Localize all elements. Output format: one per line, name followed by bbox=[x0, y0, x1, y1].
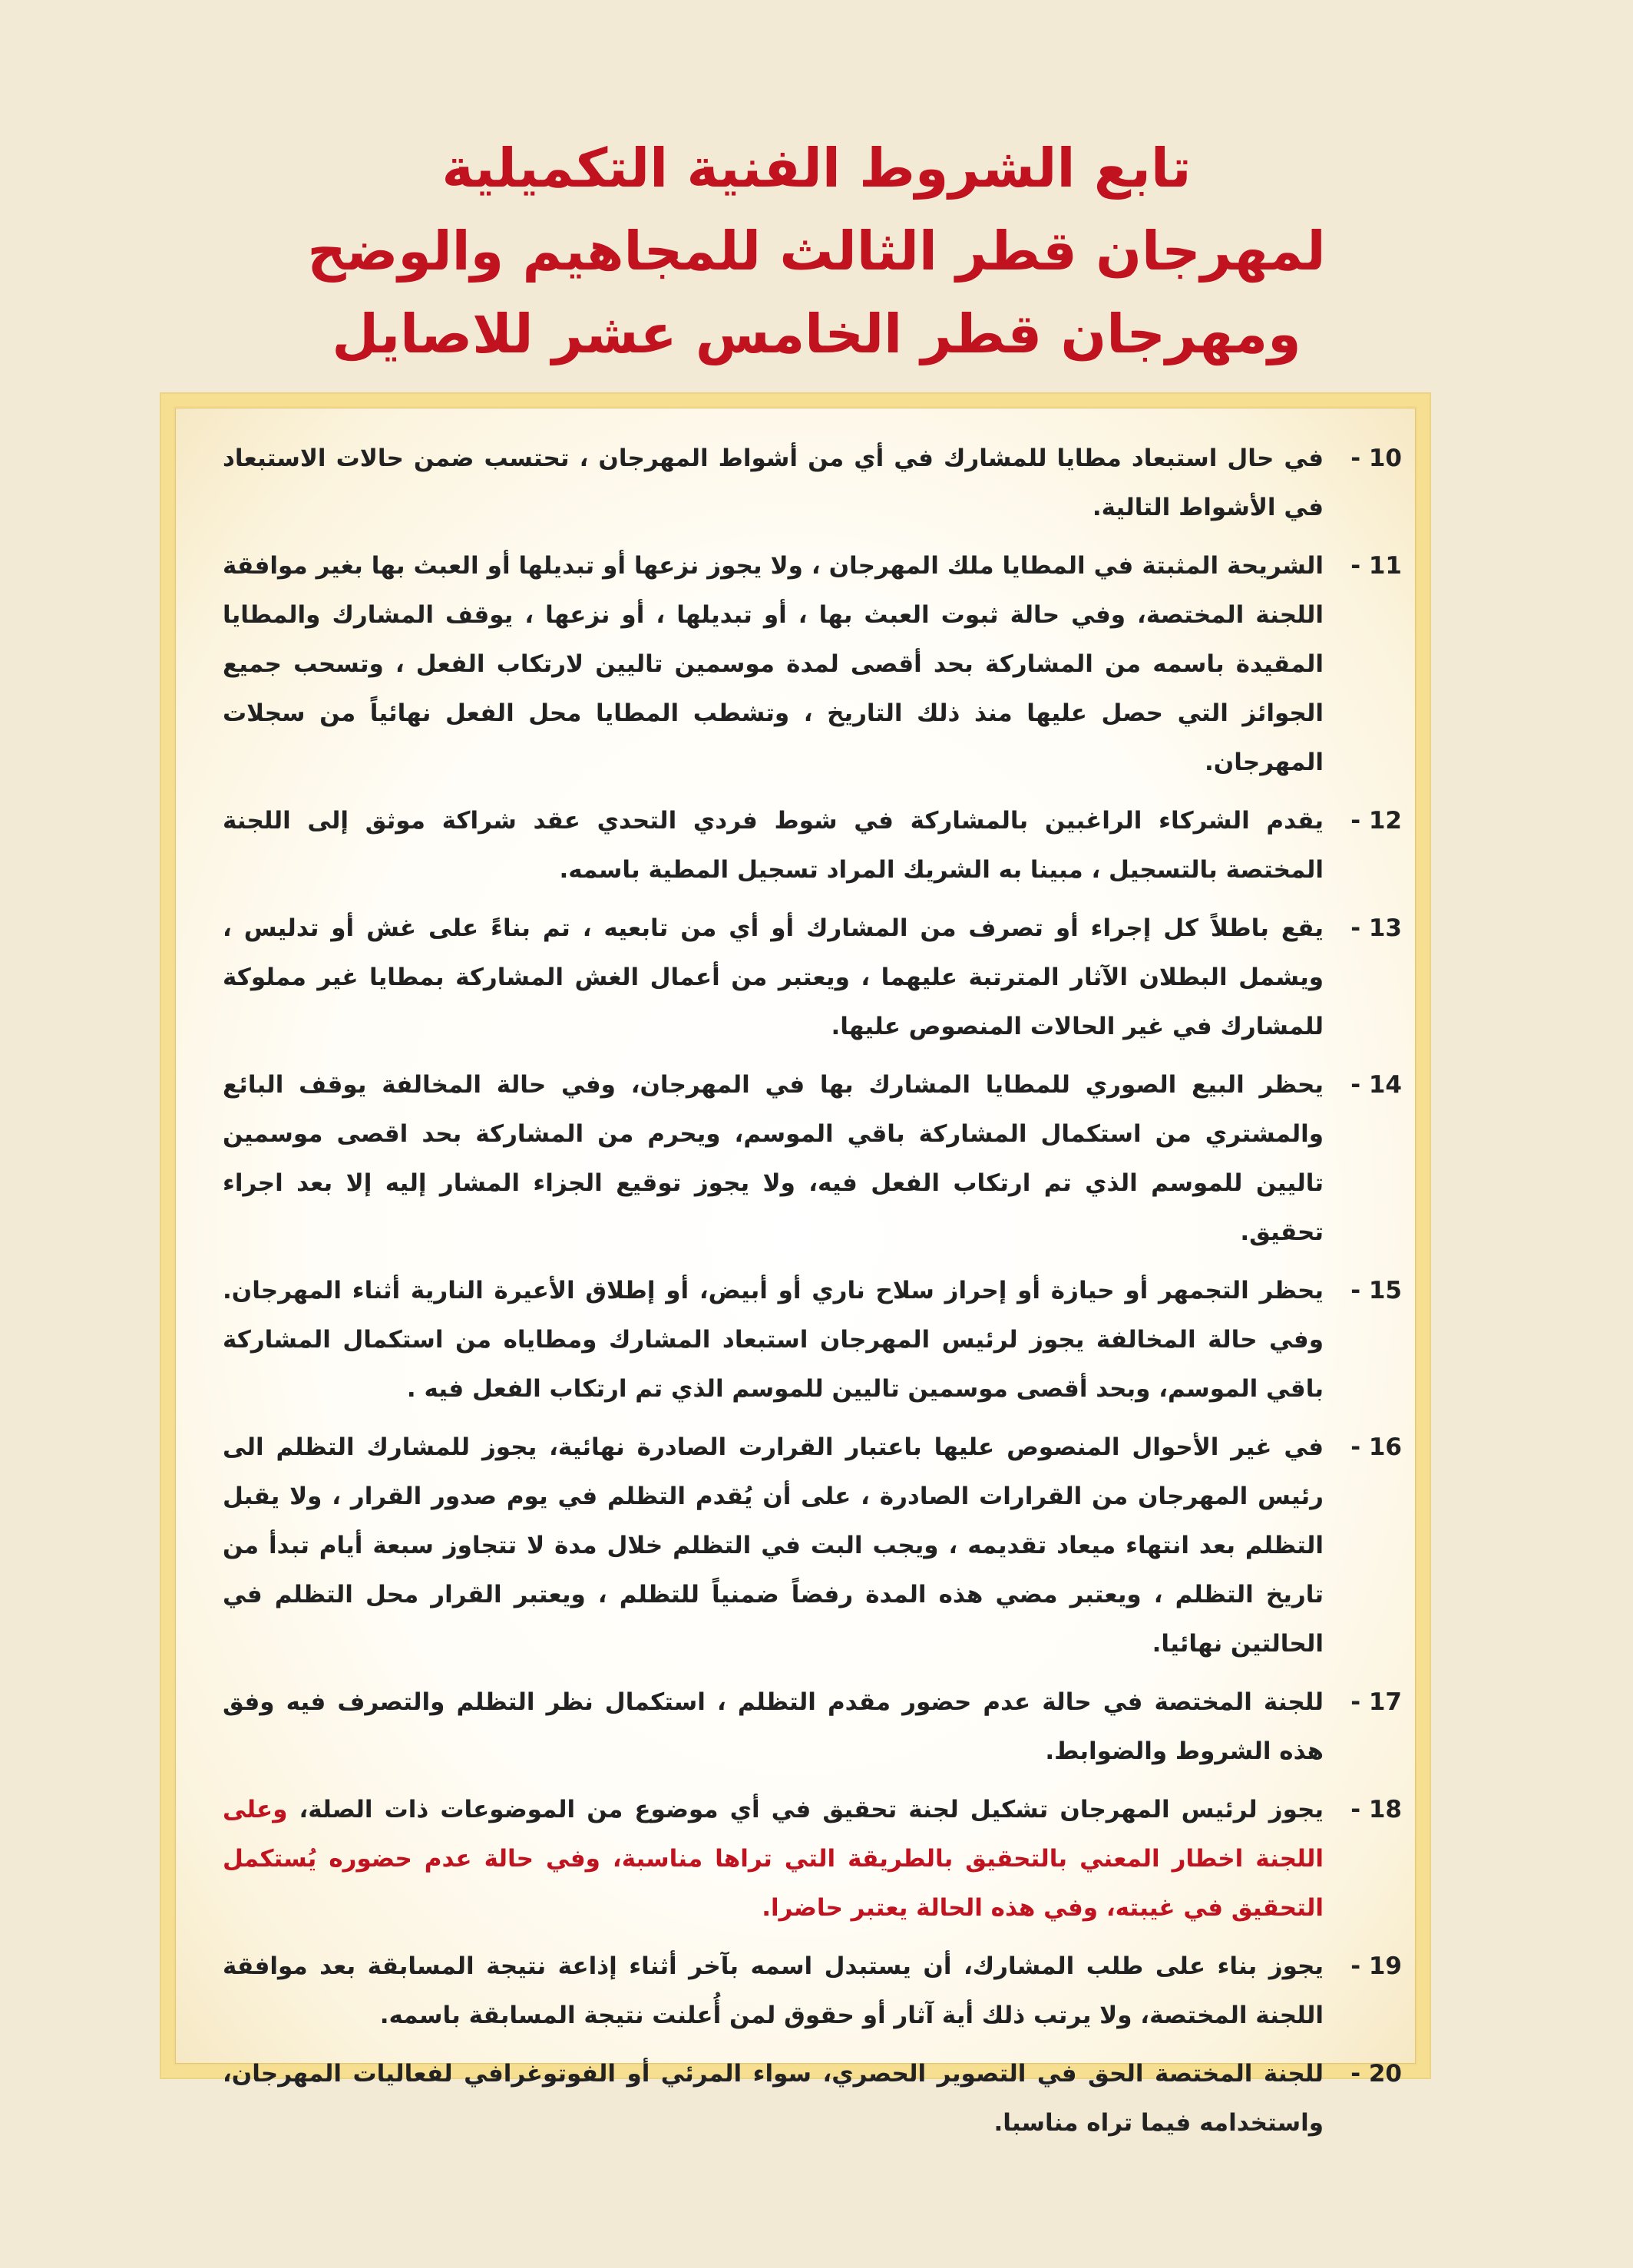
list-item-16 bbox=[207, 1423, 1430, 1668]
list-item-10 bbox=[207, 434, 1430, 532]
item-text: يقدم الشركاء الراغبين بالمشاركة في شوط فردي التحدي عقد شراكة موثق إلى اللجنة المختصة بالتسجيل ، مبينا به الشريك المراد تسجيل المطية باسمه. bbox=[223, 807, 1324, 884]
item-text: في حال استبعاد مطايا للمشارك في أي من أشواط المهرجان ، تحتسب ضمن حالات الاستبعاد في الأشواط التالية. bbox=[223, 445, 1324, 521]
item-number: 13 - bbox=[1350, 914, 1402, 942]
item-number: 19 - bbox=[1350, 1952, 1402, 1980]
item-number: 18 - bbox=[1350, 1796, 1402, 1823]
list-item-19 bbox=[207, 1942, 1430, 2040]
item-number: 11 - bbox=[1350, 552, 1402, 580]
title-line-3: ومهرجان قطر الخامس عشر للاصايل bbox=[332, 303, 1301, 365]
item-text: يجوز بناء على طلب المشارك، أن يستبدل اسمه بآخر أثناء إذاعة نتيجة المسابقة بعد موافقة اللجنة المختصة، ولا يرتب ذلك أية آثار أو حقوق لمن أُعلنت نتيجة المسابقة باسمه. bbox=[223, 1952, 1324, 2029]
list-item-14 bbox=[207, 1060, 1430, 1257]
title-line-1: تابع الشروط الفنية التكميلية bbox=[441, 137, 1192, 200]
item-text: يجوز لرئيس المهرجان تشكيل لجنة تحقيق في أي موضوع من الموضوعات ذات الصلة، bbox=[287, 1796, 1324, 1823]
list-item-15 bbox=[207, 1266, 1430, 1413]
item-number: 15 - bbox=[1350, 1277, 1402, 1304]
list-item-17 bbox=[207, 1678, 1430, 1776]
item-text: الشريحة المثبتة في المطايا ملك المهرجان ، ولا يجوز نزعها أو تبديلها أو العبث بها بغير موافقة اللجنة المختصة، وفي حالة ثبوت العبث بها ، أو تبديلها ، أو نزعها ، يوقف المشارك والمطايا المقيدة باسمه من المشاركة بحد أقصى لمدة موسمين تاليين لارتكاب الفعل ، وتسحب جميع الجوائز التي حصل عليها منذ ذلك التاريخ ، وتشطب المطايا محل الفعل نهائياً من سجلات المهرجان. bbox=[223, 552, 1324, 776]
list-item-11 bbox=[207, 541, 1430, 787]
item-text: للجنة المختصة الحق في التصوير الحصري، سواء المرئي أو الفوتوغرافي لفعاليات المهرجان، واستخدامه فيما تراه مناسبا. bbox=[223, 2060, 1324, 2137]
page-title bbox=[0, 127, 1633, 375]
item-text: يقع باطلاً كل إجراء أو تصرف من المشارك أو أي من تابعيه ، تم بناءً على غش أو تدليس ، ويشمل البطلان الآثار المترتبة عليهما ، ويعتبر من أعمال الغش المشاركة بمطايا غير مملوكة للمشارك في غير الحالات المنصوص عليها. bbox=[223, 914, 1324, 1040]
item-number: 12 - bbox=[1350, 807, 1402, 835]
item-text: في غير الأحوال المنصوص عليها باعتبار القرارت الصادرة نهائية، يجوز للمشارك التظلم الى رئيس المهرجان من القرارات الصادرة ، على أن يُقدم التظلم في يوم صدور القرار ، ولا يقبل التظلم بعد انتهاء ميعاد تقديمه ، ويجب البت في التظلم خلال مدة لا تتجاوز سبعة أيام تبدأ من تاريخ التظلم ، ويعتبر مضي هذه المدة رفضاً ضمنياً للتظلم ، ويعتبر القرار محل التظلم في الحالتين نهائيا. bbox=[223, 1433, 1324, 1658]
item-number: 16 - bbox=[1350, 1433, 1402, 1461]
item-text: يحظر التجمهر أو حيازة أو إحراز سلاح ناري أو أبيض، أو إطلاق الأعيرة النارية أثناء المهرجان. وفي حالة المخالفة يجوز لرئيس المهرجان استبعاد المشارك ومطاياه من استكمال المشاركة باقي الموسم، وبحد أقصى موسمين تاليين للموسم الذي تم ارتكاب الفعل فيه . bbox=[223, 1277, 1324, 1403]
title-line-2: لمهرجان قطر الثالث للمجاهيم والوضح bbox=[307, 220, 1326, 283]
item-number: 14 - bbox=[1350, 1071, 1402, 1099]
list-item-18 bbox=[207, 1785, 1430, 1932]
item-text: يحظر البيع الصوري للمطايا المشارك بها في المهرجان، وفي حالة المخالفة يوقف البائع والمشتري من استكمال المشاركة باقي الموسم، ويحرم من المشاركة بحد اقصى موسمين تاليين للموسم الذي تم ارتكاب الفعل فيه، ولا يجوز توقيع الجزاء المشار إليه إلا بعد اجراء تحقيق. bbox=[223, 1071, 1324, 1246]
list-item-13 bbox=[207, 904, 1430, 1051]
conditions-list bbox=[207, 434, 1430, 2157]
item-text: للجنة المختصة في حالة عدم حضور مقدم التظلم ، استكمال نظر التظلم والتصرف فيه وفق هذه الشروط والضوابط. bbox=[223, 1688, 1324, 1765]
item-number: 10 - bbox=[1350, 445, 1402, 472]
list-item-20 bbox=[207, 2049, 1430, 2147]
item-number: 20 - bbox=[1350, 2060, 1402, 2088]
item-text-highlighted: وعلى اللجنة اخطار المعني بالتحقيق بالطريقة التي تراها مناسبة، وفي حالة عدم حضوره يُستكمل التحقيق في غيبته، وفي هذه الحالة يعتبر حاضرا. bbox=[223, 1796, 1324, 1922]
item-number: 17 - bbox=[1350, 1688, 1402, 1716]
list-item-12 bbox=[207, 796, 1430, 894]
